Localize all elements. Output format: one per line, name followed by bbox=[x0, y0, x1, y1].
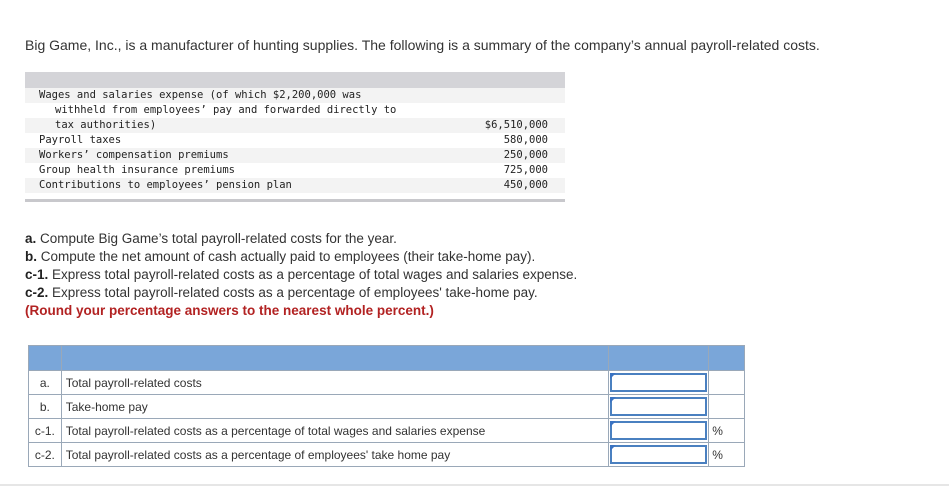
answer-row-b bbox=[29, 395, 745, 419]
rounding-note: (Round your percentage answers to the nearest whole percent.) bbox=[25, 303, 434, 318]
take-home-pay-input[interactable] bbox=[610, 397, 707, 416]
question-c1: c-1. Express total payroll-related costs as a percentage of total wages and salaries expense. bbox=[25, 267, 578, 282]
problem-intro: Big Game, Inc., is a manufacturer of hunting supplies. The following is a summary of the company’s annual payroll-related costs. bbox=[25, 37, 820, 53]
answer-unit bbox=[709, 371, 745, 395]
answer-unit bbox=[709, 395, 745, 419]
wages-label-line3: tax authorities) bbox=[55, 119, 157, 131]
wages-label-line2: withheld from employees’ pay and forwarded directly to bbox=[55, 104, 397, 116]
payroll-taxes-amount: 580,000 bbox=[503, 134, 548, 146]
costs-row-wages-cont bbox=[25, 103, 565, 118]
answer-label: Take-home pay bbox=[61, 395, 609, 419]
costs-row-payroll-taxes bbox=[25, 133, 565, 148]
costs-table-header-bar bbox=[25, 72, 565, 88]
answer-table-header bbox=[29, 346, 745, 371]
question-a: a. Compute Big Game’s total payroll-related costs for the year. bbox=[25, 231, 397, 246]
payroll-costs-table bbox=[25, 72, 565, 202]
question-b: b. Compute the net amount of cash actually paid to employees (their take-home pay). bbox=[25, 249, 536, 264]
total-payroll-costs-input[interactable] bbox=[610, 373, 707, 392]
percent-unit: % bbox=[709, 443, 745, 467]
costs-row-wages-cont2 bbox=[25, 118, 565, 133]
percent-unit: % bbox=[709, 419, 745, 443]
pct-of-wages-input[interactable] bbox=[610, 421, 707, 440]
answer-key: b. bbox=[29, 395, 62, 419]
health-amount: 725,000 bbox=[503, 164, 548, 176]
wages-amount: $6,510,000 bbox=[484, 119, 548, 131]
payroll-taxes-label: Payroll taxes bbox=[39, 134, 122, 146]
question-c2: c-2. Express total payroll-related costs as a percentage of employees' take-home pay. bbox=[25, 285, 538, 300]
question-list bbox=[25, 230, 577, 320]
workers-comp-amount: 250,000 bbox=[503, 149, 548, 161]
answer-key: c-2. bbox=[29, 443, 62, 467]
pct-of-take-home-input[interactable] bbox=[610, 445, 707, 464]
pension-amount: 450,000 bbox=[503, 179, 548, 191]
costs-row-workers-comp bbox=[25, 148, 565, 163]
costs-row-wages bbox=[25, 88, 565, 103]
answer-label: Total payroll-related costs as a percentage of total wages and salaries expense bbox=[61, 419, 609, 443]
costs-row-pension bbox=[25, 178, 565, 193]
answer-label: Total payroll-related costs as a percentage of employees' take home pay bbox=[61, 443, 609, 467]
pension-label: Contributions to employees’ pension plan bbox=[39, 179, 292, 191]
answer-table bbox=[28, 345, 745, 467]
workers-comp-label: Workers’ compensation premiums bbox=[39, 149, 229, 161]
answer-row-a bbox=[29, 371, 745, 395]
answer-label: Total payroll-related costs bbox=[61, 371, 609, 395]
answer-row-c1 bbox=[29, 419, 745, 443]
answer-key: c-1. bbox=[29, 419, 62, 443]
wages-label-line1: Wages and salaries expense (of which $2,200,000 was bbox=[39, 89, 362, 101]
answer-row-c2 bbox=[29, 443, 745, 467]
costs-row-health bbox=[25, 163, 565, 178]
answer-key: a. bbox=[29, 371, 62, 395]
health-label: Group health insurance premiums bbox=[39, 164, 235, 176]
